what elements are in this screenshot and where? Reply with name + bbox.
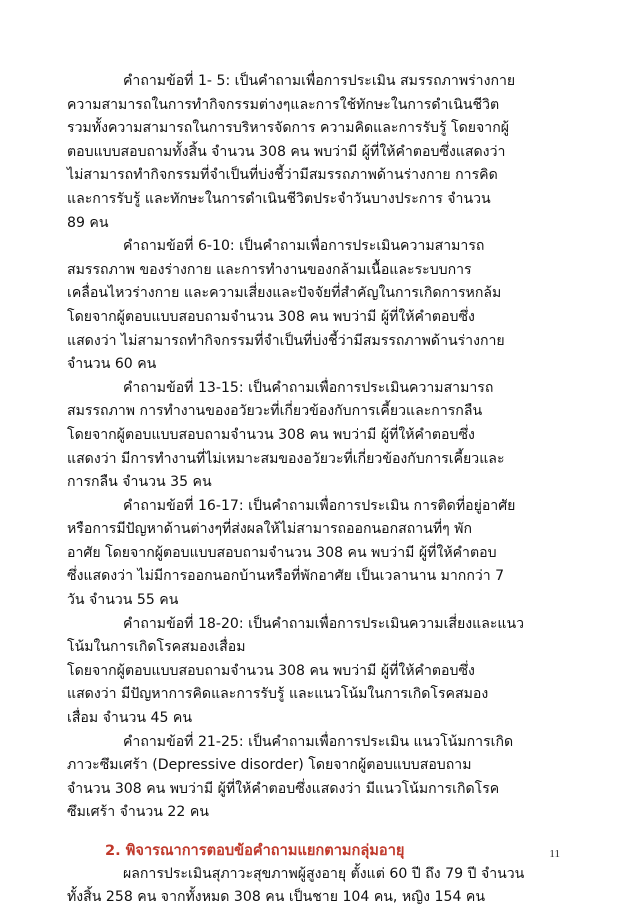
- text-line: รวมทั้งความสามารถในการบริหารจัดการ ความคิดและการรับรู้ โดยจากผู้: [67, 120, 509, 137]
- text-line: คำถามข้อที่ 16-17: เป็นคำถามเพื่อการประเมิน การติดที่อยู่อาศัย: [123, 497, 516, 514]
- page-number: 11: [549, 848, 560, 860]
- text-line: แสดงว่า ไม่สามารถทำกิจกรรมที่จำเป็นที่บ่งชี้ว่ามีสมรรถภาพด้านร่างกาย: [67, 332, 505, 349]
- text-line: จำนวน 60 คน: [67, 356, 157, 373]
- text-line: โน้มในการเกิดโรคสมองเสื่อม: [67, 639, 246, 656]
- text-line: วัน จำนวน 55 คน: [67, 592, 179, 609]
- text-line: โดยจากผู้ตอบแบบสอบถามจำนวน 308 คน พบว่ามี ผู้ที่ให้คำตอบซึ่ง: [67, 426, 475, 443]
- text-line: ทั้งสิ้น 258 คน จากทั้งหมด 308 คน เป็นชาย 104 คน, หญิง 154 คน: [67, 889, 485, 906]
- text-line: แสดงว่า มีปัญหาการคิดและการรับรู้ และแนวโน้มในการเกิดโรคสมอง: [67, 686, 489, 703]
- text-line: หรือการมีปัญหาด้านต่างๆที่ส่งผลให้ไม่สามารถออกนอกสถานที่ๆ พัก: [67, 521, 472, 538]
- text-line: ภาวะซึมเศร้า (Depressive disorder) โดยจากผู้ตอบแบบสอบถาม: [67, 757, 472, 774]
- text-line: โดยจากผู้ตอบแบบสอบถามจำนวน 308 คน พบว่ามี ผู้ที่ให้คำตอบซึ่ง: [67, 662, 475, 679]
- text-line: สมรรถภาพ ของร่างกาย และการทำงานของกล้ามเนื้อและระบบการ: [67, 261, 472, 278]
- text-line: ผลการประเมินสุภาวะสุขภาพผู้สูงอายุ ตั้งแต่ 60 ปี ถึง 79 ปี จำนวน: [123, 865, 525, 882]
- text-line: เคลื่อนไหวร่างกาย และความเสี่ยงและปัจจัยที่สำคัญในการเกิดการหกล้ม: [67, 285, 502, 302]
- text-line: จำนวน 308 คน พบว่ามี ผู้ที่ให้คำตอบซึ่งแสดงว่า มีแนวโน้มการเกิดโรค: [67, 780, 500, 797]
- body-text: [67, 70, 579, 910]
- text-line: การกลืน จำนวน 35 คน: [67, 474, 212, 491]
- text-line: สมรรถภาพ การทำงานของอวัยวะที่เกี่ยวข้องกับการเคี้ยวและการกลืน: [67, 403, 483, 420]
- section-heading: 2. พิจารณาการตอบข้อคำถามแยกตามกลุ่มอายุ: [105, 842, 405, 859]
- text-line: 89 คน: [67, 214, 109, 231]
- text-line: คำถามข้อที่ 18-20: เป็นคำถามเพื่อการประเมินความเสี่ยงและแนว: [123, 615, 525, 632]
- text-line: คำถามข้อที่ 13-15: เป็นคำถามเพื่อการประเมินความสามารถ: [123, 379, 494, 396]
- text-line: คำถามข้อที่ 1- 5: เป็นคำถามเพื่อการประเมิน สมรรถภาพร่างกาย: [123, 73, 516, 89]
- text-line: ความสามารถในการทำกิจกรรมต่างๆและการใช้ทักษะในการดำเนินชีวิต: [67, 96, 500, 113]
- text-line: ซึมเศร้า จำนวน 22 คน: [67, 804, 209, 821]
- text-line: และการรับรู้ และทักษะในการดำเนินชีวิตประจำวันบางประการ จำนวน: [67, 190, 491, 207]
- text-line: ไม่สามารถทำกิจกรรมที่จำเป็นที่บ่งชี้ว่ามีสมรรถภาพด้านร่างกาย การคิด: [67, 167, 498, 184]
- text-line: อาศัย โดยจากผู้ตอบแบบสอบถามจำนวน 308 คน พบว่ามี ผู้ที่ให้คำตอบ: [67, 544, 497, 561]
- text-line: คำถามข้อที่ 21-25: เป็นคำถามเพื่อการประเมิน แนวโน้มการเกิด: [123, 733, 514, 750]
- text-line: แสดงว่า มีการทำงานที่ไม่เหมาะสมของอวัยวะที่เกี่ยวข้องกับการเคี้ยวและ: [67, 450, 505, 467]
- text-line: เสื่อม จำนวน 45 คน: [67, 710, 192, 727]
- text-line: โดยจากผู้ตอบแบบสอบถามจำนวน 308 คน พบว่ามี ผู้ที่ให้คำตอบซึ่ง: [67, 308, 475, 325]
- text-line: ตอบแบบสอบถามทั้งสิ้น จำนวน 308 คน พบว่ามี ผู้ที่ให้คำตอบซึ่งแสดงว่า: [67, 143, 506, 160]
- text-line: ซึ่งแสดงว่า ไม่มีการออกนอกบ้านหรือที่พักอาศัย เป็นเวลานาน มากกว่า 7: [67, 568, 505, 585]
- text-line: คำถามข้อที่ 6-10: เป็นคำถามเพื่อการประเมินความสามารถ: [123, 238, 485, 255]
